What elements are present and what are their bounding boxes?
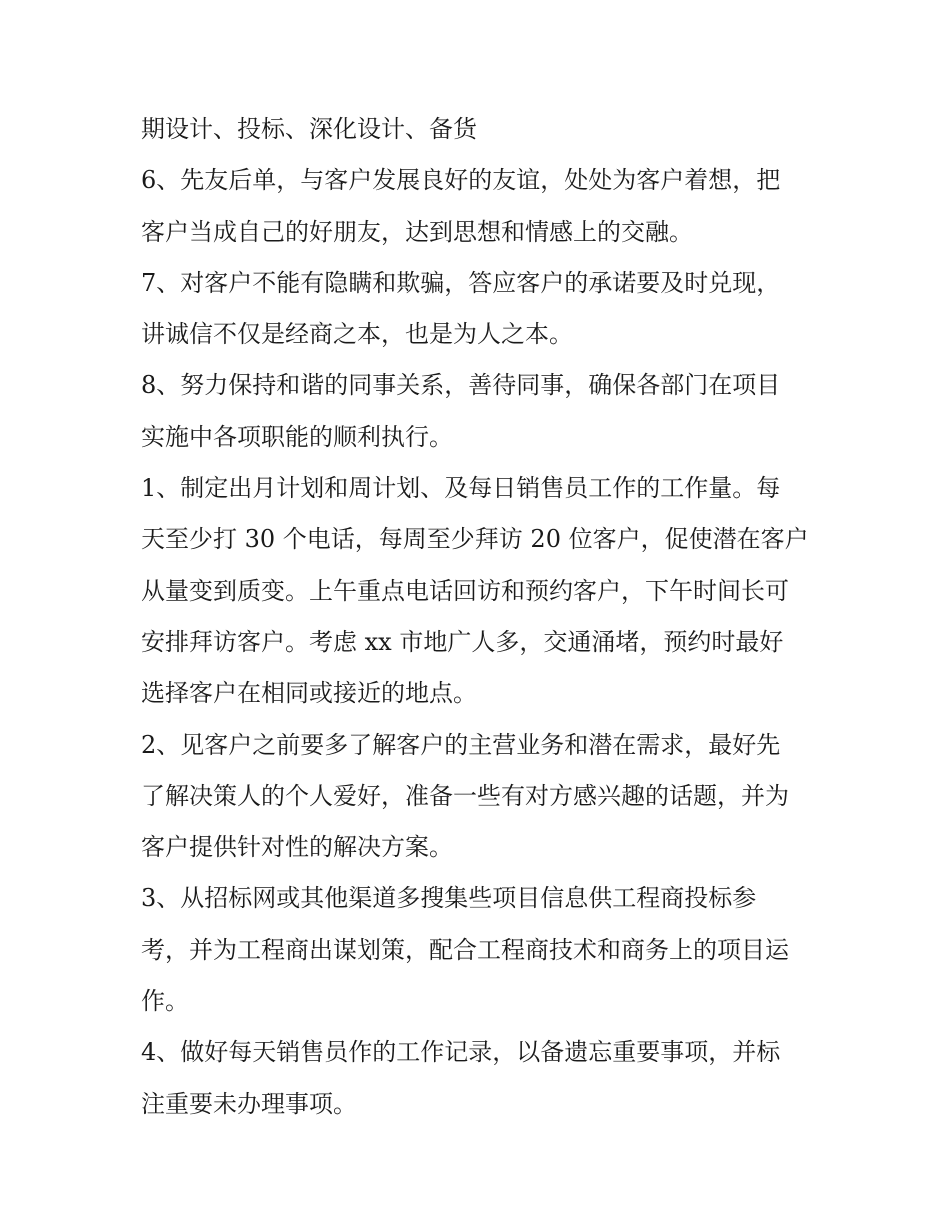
paragraph-plan-4 <box>141 1027 821 1130</box>
text-line: 实施中各项职能的顺利执行。 <box>141 422 453 451</box>
text-line: 客户提供针对性的解决方案。 <box>141 833 453 862</box>
text-line: 2、见客户之前要多了解客户的主营业务和潜在需求，最好先 <box>141 730 781 759</box>
paragraph-plan-3 <box>141 873 821 1027</box>
text-line: 讲诚信不仅是经商之本，也是为人之本。 <box>141 320 573 349</box>
text-line: 8、努力保持和谐的同事关系，善待同事，确保各部门在项目 <box>141 371 781 400</box>
paragraph-item-7 <box>141 258 821 361</box>
paragraph-item-6 <box>141 155 821 258</box>
text-line: 3、从招标网或其他渠道多搜集些项目信息供工程商投标参 <box>141 884 757 913</box>
text-line: 作。 <box>141 987 189 1016</box>
text-line: 客户当成自己的好朋友，达到思想和情感上的交融。 <box>141 217 693 246</box>
paragraph-item-8 <box>141 360 821 463</box>
text-line: 选择客户在相同或接近的地点。 <box>141 679 477 708</box>
text-line: 6、先友后单，与客户发展良好的友谊，处处为客户着想，把 <box>141 166 781 195</box>
text-line: 从量变到质变。上午重点电话回访和预约客户，下午时间长可 <box>141 576 789 605</box>
text-line: 4、做好每天销售员作的工作记录，以备遗忘重要事项，并标 <box>141 1038 781 1067</box>
text-line: 天至少打 30 个电话，每周至少拜访 20 位客户，促使潜在客户 <box>141 525 809 554</box>
text-line: 考，并为工程商出谋划策，配合工程商技术和商务上的项目运 <box>141 935 789 964</box>
text-line: 了解决策人的个人爱好，准备一些有对方感兴趣的话题，并为 <box>141 781 789 810</box>
text-line: 1、制定出月计划和周计划、及每日销售员工作的工作量。每 <box>141 474 781 503</box>
text-line: 安排拜访客户。考虑 xx 市地广人多，交通涌堵，预约时最好 <box>141 627 784 656</box>
paragraph-plan-2 <box>141 720 821 874</box>
paragraph-continuation <box>141 104 821 155</box>
text-line: 7、对客户不能有隐瞒和欺骗，答应客户的承诺要及时兑现， <box>141 268 781 297</box>
text-line: 期设计、投标、深化设计、备货 <box>141 115 477 143</box>
text-line: 注重要未办理事项。 <box>141 1089 357 1118</box>
paragraph-plan-1 <box>141 463 821 719</box>
document-body <box>141 104 821 1130</box>
